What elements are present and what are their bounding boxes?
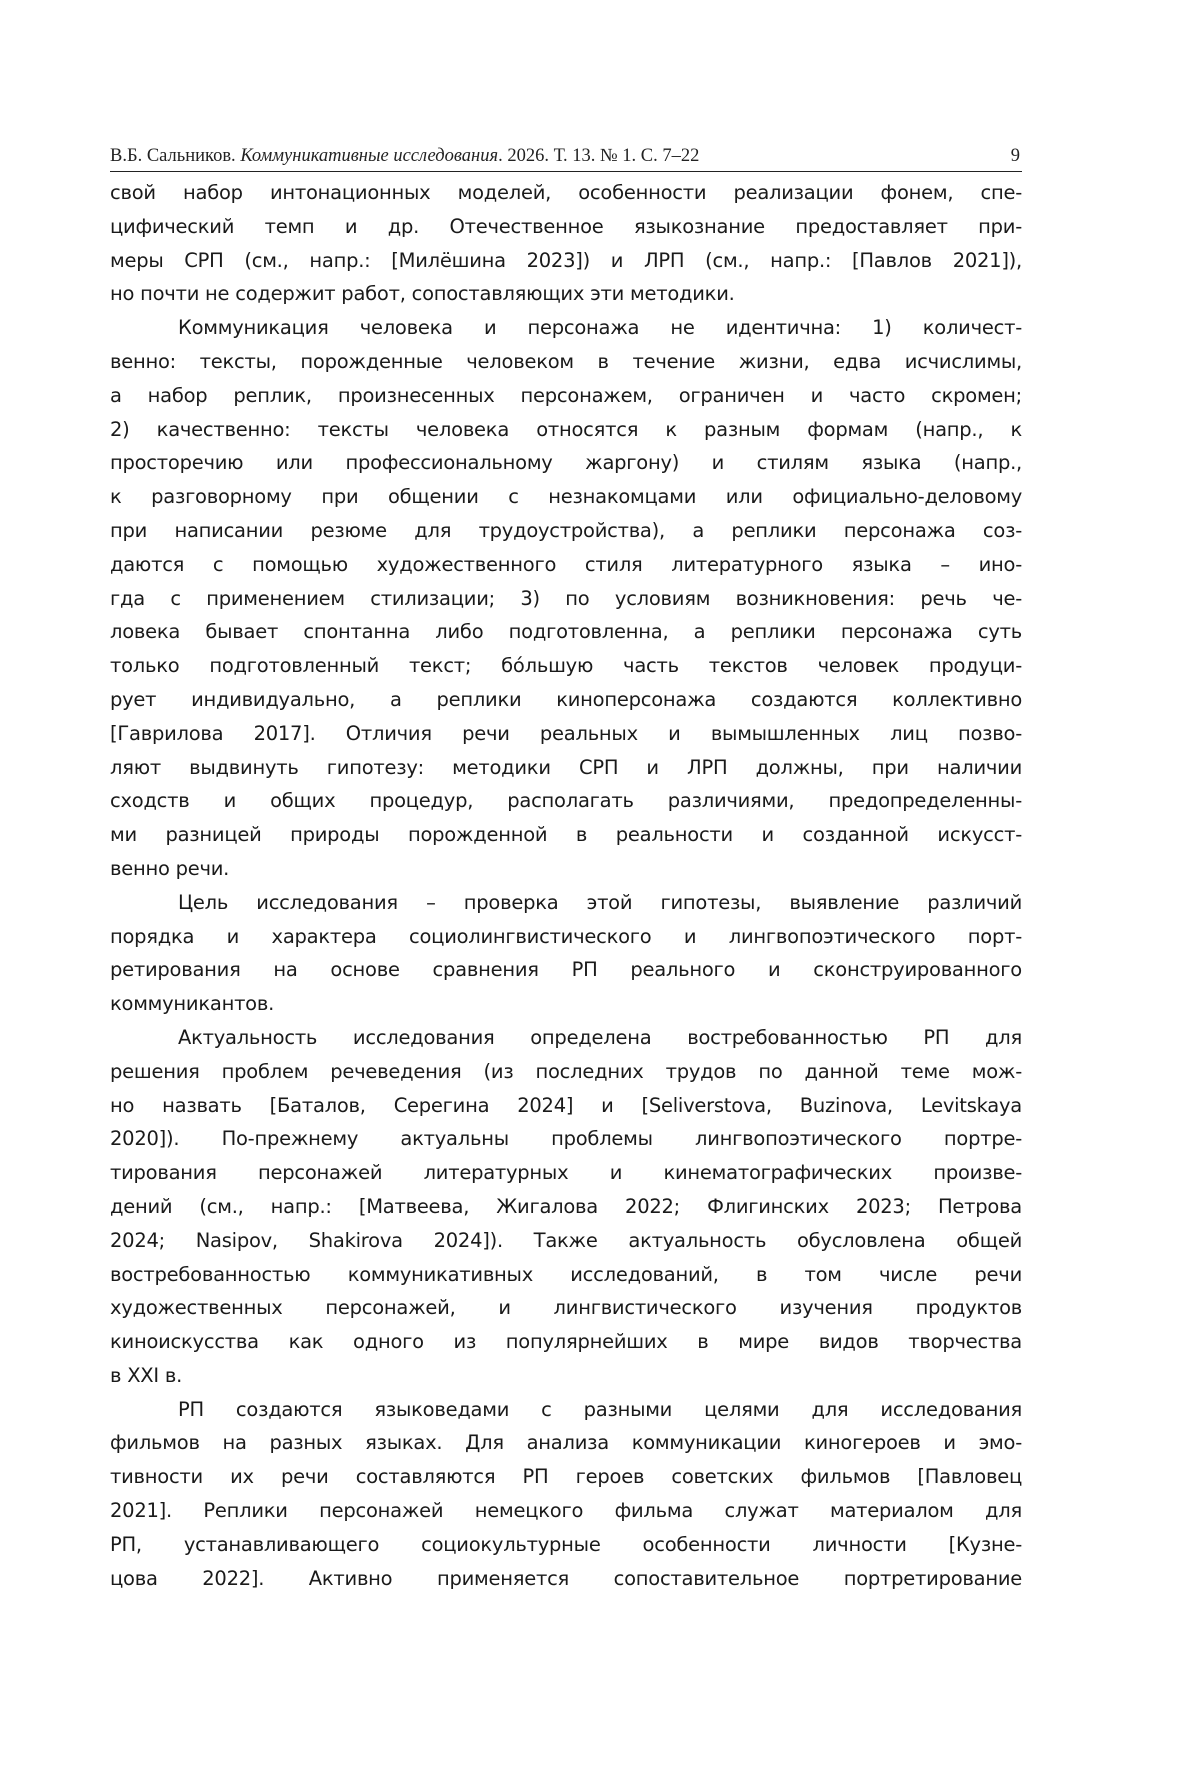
- text-line: 2) качественно: тексты человека относятся к разным формам (напр., к: [110, 417, 1022, 441]
- text-line: ми разницей природы порожденной в реальности и созданной искусст-: [110, 823, 1022, 847]
- text-line: сходств и общих процедур, располагать различиями, предопределенны-: [110, 789, 1022, 813]
- paragraph-first-line: Коммуникация человека и персонажа не идентична: 1) количест-: [178, 316, 1022, 340]
- running-header: [110, 140, 1022, 172]
- text-line: 2024; Nasipov, Shakirova 2024]). Также актуальность обусловлена общей: [110, 1228, 1022, 1252]
- text-line: 2021]. Реплики персонажей немецкого фильма служат материалом для: [110, 1499, 1022, 1523]
- text-line: порядка и характера социолингвистического и лингвопоэтического порт-: [110, 924, 1022, 948]
- body-text: [110, 176, 1022, 1595]
- paragraph-first-line: РП создаются языковедами с разными целями для исследования: [178, 1397, 1022, 1421]
- text-line: фильмов на разных языках. Для анализа коммуникации киногероев и эмо-: [110, 1431, 1022, 1455]
- text-line: коммуникантов.: [110, 992, 275, 1016]
- text-line: венно речи.: [110, 856, 230, 880]
- text-line: в XXI в.: [110, 1363, 183, 1387]
- text-line: венно: тексты, порожденные человеком в течение жизни, едва исчислимы,: [110, 349, 1022, 373]
- paragraph-first-line: Цель исследования – проверка этой гипотезы, выявление различий: [178, 890, 1022, 914]
- text-line: при написании резюме для трудоустройства), а реплики персонажа соз-: [110, 518, 1022, 542]
- text-line: рует индивидуально, а реплики киноперсонажа создаются коллективно: [110, 687, 1022, 711]
- text-line: цова 2022]. Активно применяется сопоставительное портретирование: [110, 1566, 1022, 1590]
- text-line: художественных персонажей, и лингвистического изучения продуктов: [110, 1296, 1022, 1320]
- text-line: даются с помощью художественного стиля литературного языка – ино-: [110, 552, 1022, 576]
- header-citation: [110, 143, 699, 169]
- text-line: тивности их речи составляются РП героев советских фильмов [Павловец: [110, 1465, 1022, 1489]
- text-line: но назвать [Баталов, Серегина 2024] и [Seliverstova, Buzinova, Levitskaya: [110, 1093, 1022, 1117]
- text-line: 2020]). По-прежнему актуальны проблемы лингвопоэтического портре-: [110, 1127, 1022, 1151]
- journal-page: [110, 140, 1022, 1595]
- text-line: решения проблем речеведения (из последних трудов по данной теме мож-: [110, 1059, 1022, 1083]
- header-issue-pages: . 2026. Т. 13. № 1. С. 7–22: [498, 146, 700, 166]
- text-line: меры СРП (см., напр.: [Милёшина 2023]) и ЛРП (см., напр.: [Павлов 2021]),: [110, 248, 1022, 272]
- header-author: В.Б. Сальников.: [110, 146, 241, 166]
- text-line: к разговорному при общении с незнакомцами или официально-деловому: [110, 485, 1022, 509]
- text-line: но почти не содержит работ, сопоставляющих эти методики.: [110, 282, 735, 306]
- header-journal-title: Коммуникативные исследования: [240, 146, 499, 166]
- paragraph-first-line: Актуальность исследования определена востребованностью РП для: [178, 1025, 1022, 1049]
- text-line: киноискусства как одного из популярнейших в мире видов творчества: [110, 1330, 1022, 1354]
- text-line: а набор реплик, произнесенных персонажем, ограничен и часто скромен;: [110, 383, 1022, 407]
- text-line: свой набор интонационных моделей, особенности реализации фонем, спе-: [110, 181, 1022, 204]
- text-line: гда с применением стилизации; 3) по условиям возникновения: речь че-: [110, 586, 1022, 610]
- page-number: 9: [1010, 146, 1020, 166]
- text-line: ретирования на основе сравнения РП реального и сконструированного: [110, 958, 1022, 982]
- text-line: просторечию или профессиональному жаргону) и стилям языка (напр.,: [110, 451, 1022, 475]
- text-line: дений (см., напр.: [Матвеева, Жигалова 2022; Флигинских 2023; Петрова: [110, 1194, 1022, 1218]
- text-line: ловека бывает спонтанна либо подготовленна, а реплики персонажа суть: [110, 620, 1022, 644]
- text-line: только подготовленный текст; бóльшую часть текстов человек продуци-: [110, 654, 1022, 678]
- text-line: РП, устанавливающего социокультурные особенности личности [Кузне-: [110, 1532, 1022, 1556]
- text-line: тирования персонажей литературных и кинематографических произве-: [110, 1161, 1022, 1185]
- text-line: ляют выдвинуть гипотезу: методики СРП и ЛРП должны, при наличии: [110, 755, 1022, 779]
- text-line: [Гаврилова 2017]. Отличия речи реальных и вымышленных лиц позво-: [110, 721, 1022, 745]
- text-line: цифический темп и др. Отечественное языкознание предоставляет при-: [110, 214, 1022, 238]
- text-line: востребованностью коммуникативных исследований, в том числе речи: [110, 1262, 1022, 1286]
